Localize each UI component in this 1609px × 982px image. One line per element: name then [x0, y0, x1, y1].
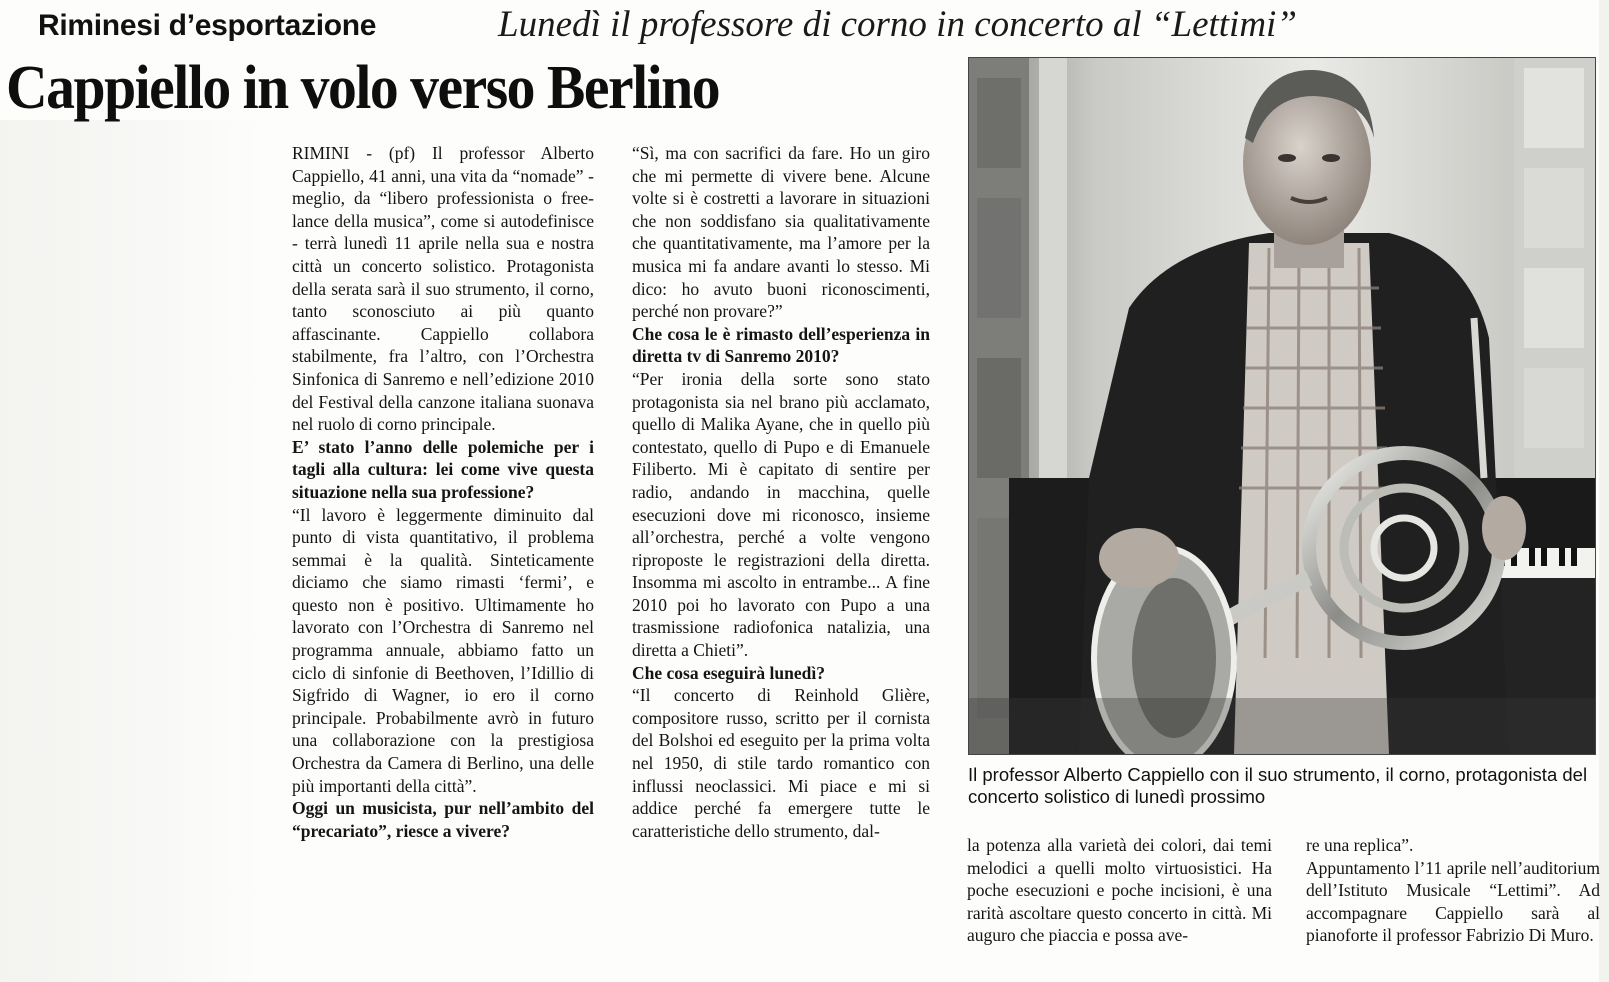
article-paragraph: “Sì, ma con sacrifici da fare. Ho un giro che mi permette di vivere bene. Alcune volte si è costretti a lavorare in situazioni che non soddisfano sia qualitativamente che quantitativamente, ma l’amore per la musica mi fa andare avanti lo stesso. Mi dico: ho avuto buoni riconoscimenti, perché non provare?” — [632, 143, 930, 322]
article-paragraph: Appuntamento l’11 aprile nell’auditorium dell’Istituto Musicale “Lettimi”. Ad accompagnare Cappiello sarà al pianoforte il professor Fabrizio Di Muro. — [1306, 857, 1600, 946]
article-column-3 — [967, 834, 1272, 947]
interview-question: E’ stato l’anno delle polemiche per i tagli alla cultura: lei come vive questa situazione nella sua professione? — [292, 436, 594, 502]
article-paragraph: RIMINI - (pf) Il professor Alberto Cappiello, 41 anni, una vita da “nomade” - meglio, da “libero professionista o free-lance della musica”, come si autodefinisce - terrà lunedì 11 aprile nella sua e nostra città un concerto solistico. Protagonista della serata sarà il suo strumento, il corno, tanto sconosciuto ai più quanto affascinante. Cappiello collabora stabilmente, fra l’altro, con l’Orchestra Sinfonica di Sanremo e nell’edizione 2010 del Festival della canzone italiana suonava nel ruolo di corno principale. — [292, 143, 594, 435]
article-paragraph: “Il lavoro è leggermente diminuito dal punto di vista quantitativo, il problema semmai è la qualità. Sinteticamente diciamo che siamo rimasti ‘fermi’, e questo non è positivo. Ultimamente ho lavorato con l’Orchestra di Sanremo nel programma annuale, abbiamo fatto un ciclo di sinfonie di Beethoven, l’Idillio di Sigfrido di Wagner, io ero il corno principale. Probabilmente avrò in futuro una collaborazione con la prestigiosa Orchestra da Camera di Berlino, una delle più importanti della città”. — [292, 504, 594, 796]
page-edge — [1599, 0, 1609, 982]
interview-question: Che cosa eseguirà lunedì? — [632, 662, 825, 683]
article-paragraph: “Il concerto di Reinhold Glière, compositore russo, scritto per il cornista del Bolshoi ed eseguito per la prima volta nel 1950, di stile tardo romantico con influssi neoclassici. Mi piace e mi si addice perché fa emergere tutte le caratteristiche dello strumento, dal- — [632, 685, 930, 841]
article-paragraph: re una replica”. — [1306, 835, 1414, 855]
adjacent-article-bleed — [0, 120, 262, 982]
interview-question: Che cosa le è rimasto dell’esperienza in diretta tv di Sanremo 2010? — [632, 323, 930, 367]
article-column-2 — [632, 142, 930, 842]
interview-question: Oggi un musicista, pur nell’ambito del “precariato”, riesce a vivere? — [292, 798, 594, 841]
headline: Cappiello in volo verso Berlino — [6, 54, 720, 122]
subtitle: Lunedì il professore di corno in concerto al “Lettimi” — [498, 4, 1297, 45]
photo-hornist — [968, 57, 1596, 755]
article-paragraph: “Per ironia della sorte sono stato protagonista sia nel brano più acclamato, quello di Malika Ayane, che in quello più contestato, quello di Pupo e di Emanuele Filiberto. Mi è capitato di sentire per radio, andando in macchina, quelle esecuzioni dove mi riconosco, insieme all’orchestra, perché a volte vengono riproposte le registrazioni della diretta. Insomma mi ascolto in entrambe... A fine 2010 poi ho lavorato con Pupo a una trasmissione radiofonica natalizia, una diretta a Chieti”. — [632, 368, 930, 661]
photo-caption: Il professor Alberto Cappiello con il suo strumento, il corno, protagonista del concerto solistico di lunedì prossimo — [968, 764, 1588, 807]
kicker: Riminesi d’esportazione — [38, 9, 377, 42]
article-column-1 — [292, 142, 594, 842]
article-paragraph: la potenza alla varietà dei colori, dai temi melodici a quelli molto virtuosistici. Ha poche esecuzioni e poche incisioni, è una rarità ascoltare questo concerto in città. Mi auguro che piaccia e possa ave- — [967, 835, 1272, 946]
photo-illustration — [969, 58, 1595, 754]
article-column-4 — [1306, 834, 1600, 947]
